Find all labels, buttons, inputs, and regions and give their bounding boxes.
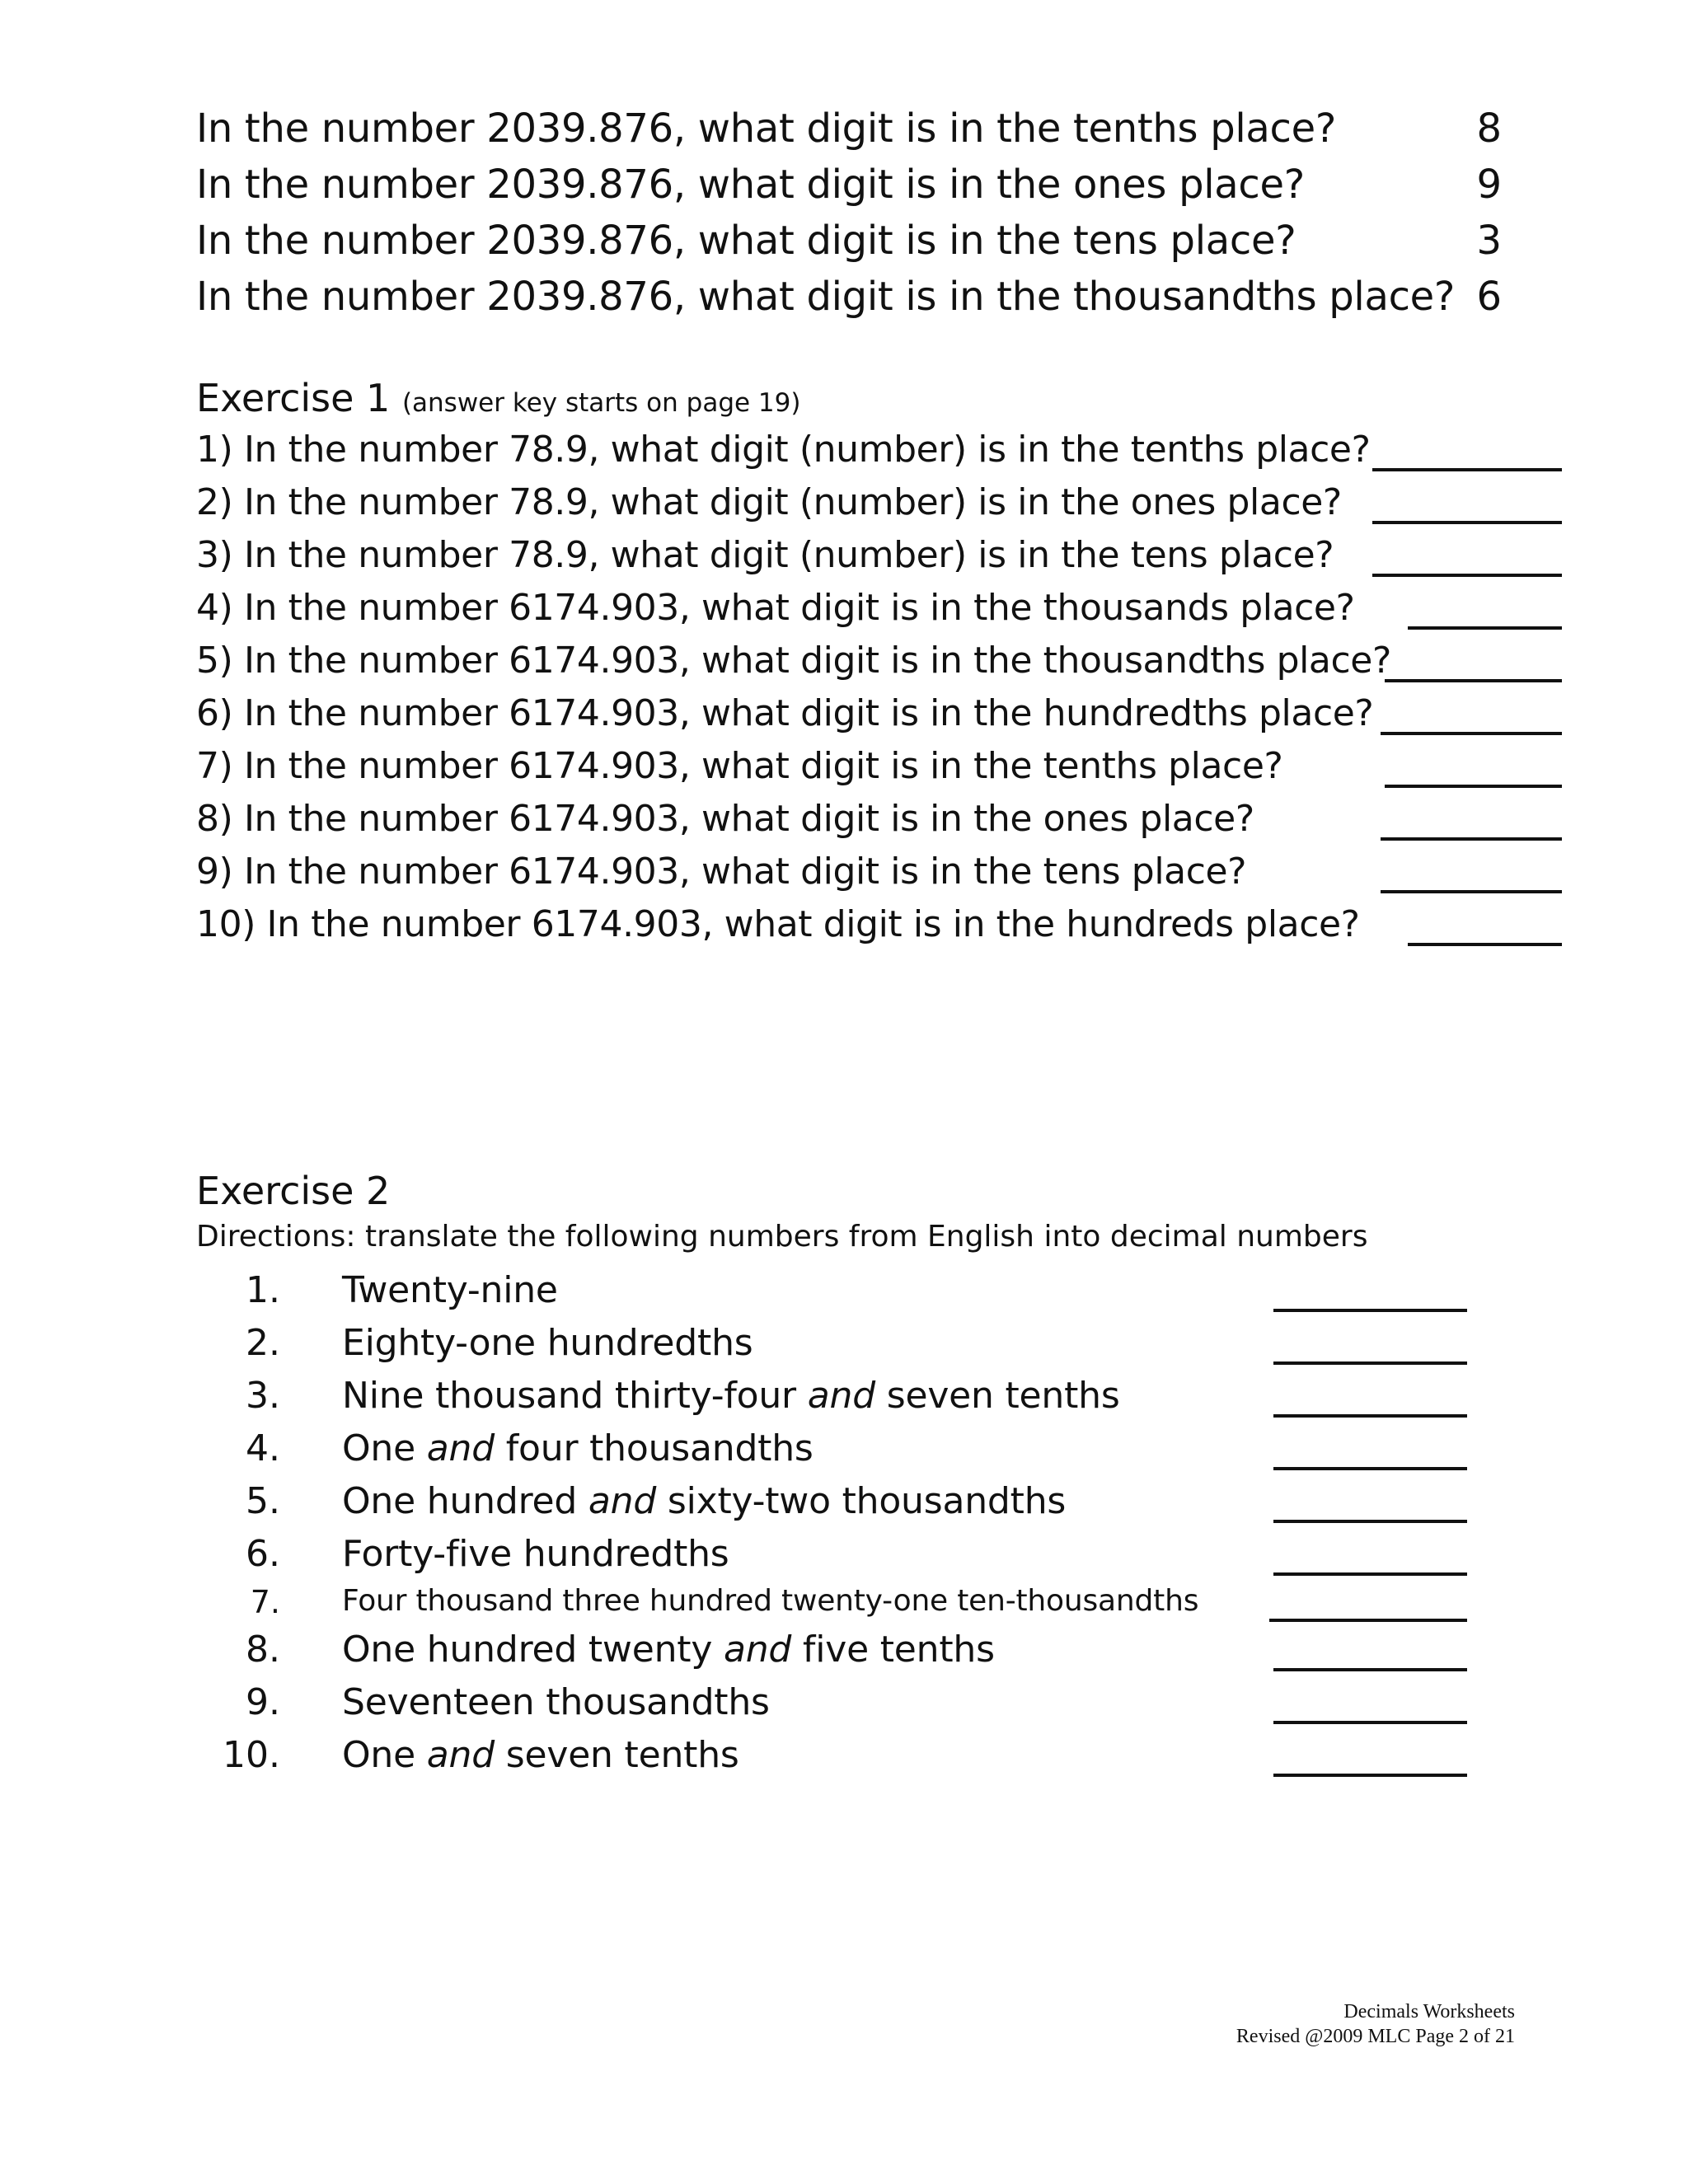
item-number: 3. <box>246 1375 280 1417</box>
item-number: 6. <box>246 1533 280 1575</box>
exercise1-question: 8) In the number 6174.903, what digit is in the ones place? <box>196 798 1254 840</box>
exercise1-question: 9) In the number 6174.903, what digit is in the tens place? <box>196 851 1247 893</box>
item-text-pre: One hundred <box>342 1480 588 1522</box>
answer-blank[interactable] <box>1269 1619 1467 1622</box>
answer-blank[interactable] <box>1385 679 1562 682</box>
example-question: In the number 2039.876, what digit is in the ones place? <box>196 162 1305 208</box>
item-number: 7. <box>250 1584 280 1620</box>
item-text-and: and <box>588 1480 657 1522</box>
item-text <box>342 1629 995 1671</box>
item-text <box>342 1427 814 1469</box>
item-number: 9. <box>246 1681 280 1723</box>
answer-blank[interactable] <box>1273 1309 1467 1312</box>
answer-blank[interactable] <box>1273 1467 1467 1470</box>
item-text <box>342 1375 1120 1417</box>
item-number: 10. <box>223 1734 280 1776</box>
item-text-pre: One <box>342 1734 427 1776</box>
item-text: Eighty-one hundredths <box>342 1322 753 1364</box>
exercise2-title: Exercise 2 <box>196 1169 391 1213</box>
exercise1-question: 6) In the number 6174.903, what digit is in the hundredths place? <box>196 692 1374 734</box>
answer-blank[interactable] <box>1408 943 1562 946</box>
exercise1-question: 1) In the number 78.9, what digit (number) is in the tenths place? <box>196 429 1371 471</box>
answer-blank[interactable] <box>1372 521 1562 524</box>
exercise1-question: 2) In the number 78.9, what digit (number) is in the ones place? <box>196 481 1342 523</box>
example-question: In the number 2039.876, what digit is in the tenths place? <box>196 105 1337 152</box>
answer-blank[interactable] <box>1385 785 1562 788</box>
exercise1-question: 7) In the number 6174.903, what digit is in the tenths place? <box>196 745 1283 787</box>
item-number: 5. <box>246 1480 280 1522</box>
item-number: 1. <box>246 1269 280 1311</box>
example-answer: 9 <box>1476 162 1502 208</box>
answer-blank[interactable] <box>1273 1520 1467 1523</box>
answer-blank[interactable] <box>1372 468 1562 471</box>
answer-blank[interactable] <box>1381 890 1562 893</box>
exercise1-note: (answer key starts on page 19) <box>401 388 801 418</box>
answer-blank[interactable] <box>1372 574 1562 577</box>
answer-blank[interactable] <box>1273 1414 1467 1418</box>
example-question: In the number 2039.876, what digit is in the thousandths place? <box>196 274 1456 320</box>
answer-blank[interactable] <box>1408 626 1562 630</box>
answer-blank[interactable] <box>1381 837 1562 841</box>
exercise1-question: 4) In the number 6174.903, what digit is in the thousands place? <box>196 587 1355 629</box>
example-question: In the number 2039.876, what digit is in the tens place? <box>196 218 1296 264</box>
example-answer: 8 <box>1476 105 1502 152</box>
item-text-and: and <box>426 1427 495 1469</box>
example-answer: 3 <box>1476 218 1502 264</box>
example-answer: 6 <box>1476 274 1502 320</box>
item-text: Forty-five hundredths <box>342 1533 729 1575</box>
exercise1-question: 5) In the number 6174.903, what digit is in the thousandths place? <box>196 640 1391 682</box>
answer-blank[interactable] <box>1273 1361 1467 1365</box>
item-text <box>342 1734 739 1776</box>
item-text: Four thousand three hundred twenty-one ten-thousandths <box>342 1584 1199 1618</box>
item-text-and: and <box>426 1734 495 1776</box>
item-text-post: four thousandths <box>494 1427 814 1469</box>
item-number: 8. <box>246 1629 280 1671</box>
exercise2-directions: Directions: translate the following numbers from English into decimal numbers <box>196 1220 1368 1254</box>
item-text-post: seven tenths <box>494 1734 739 1776</box>
exercise1-heading <box>196 376 800 420</box>
item-text-and: and <box>807 1375 875 1417</box>
footer-title: Decimals Worksheets <box>1343 2001 1515 2022</box>
item-text: Twenty-nine <box>342 1269 558 1311</box>
item-number: 4. <box>246 1427 280 1469</box>
item-text: Seventeen thousandths <box>342 1681 770 1723</box>
item-text <box>342 1480 1066 1522</box>
answer-blank[interactable] <box>1273 1668 1467 1671</box>
item-text-post: five tenths <box>791 1629 995 1671</box>
item-text-post: seven tenths <box>874 1375 1120 1417</box>
footer-page-info: Revised @2009 MLC Page 2 of 21 <box>1236 2026 1515 2047</box>
exercise1-title: Exercise 1 <box>196 376 391 420</box>
answer-blank[interactable] <box>1273 1572 1467 1576</box>
answer-blank[interactable] <box>1273 1774 1467 1777</box>
exercise1-question: 3) In the number 78.9, what digit (number) is in the tens place? <box>196 534 1334 576</box>
item-text-pre: Nine thousand thirty-four <box>342 1375 808 1417</box>
item-text-post: sixty-two thousandths <box>656 1480 1067 1522</box>
item-text-and: and <box>723 1629 792 1671</box>
exercise1-question: 10) In the number 6174.903, what digit is in the hundreds place? <box>196 903 1360 945</box>
answer-blank[interactable] <box>1273 1721 1467 1724</box>
answer-blank[interactable] <box>1381 732 1562 735</box>
item-text-pre: One <box>342 1427 427 1469</box>
item-number: 2. <box>246 1322 280 1364</box>
item-text-pre: One hundred twenty <box>342 1629 724 1671</box>
